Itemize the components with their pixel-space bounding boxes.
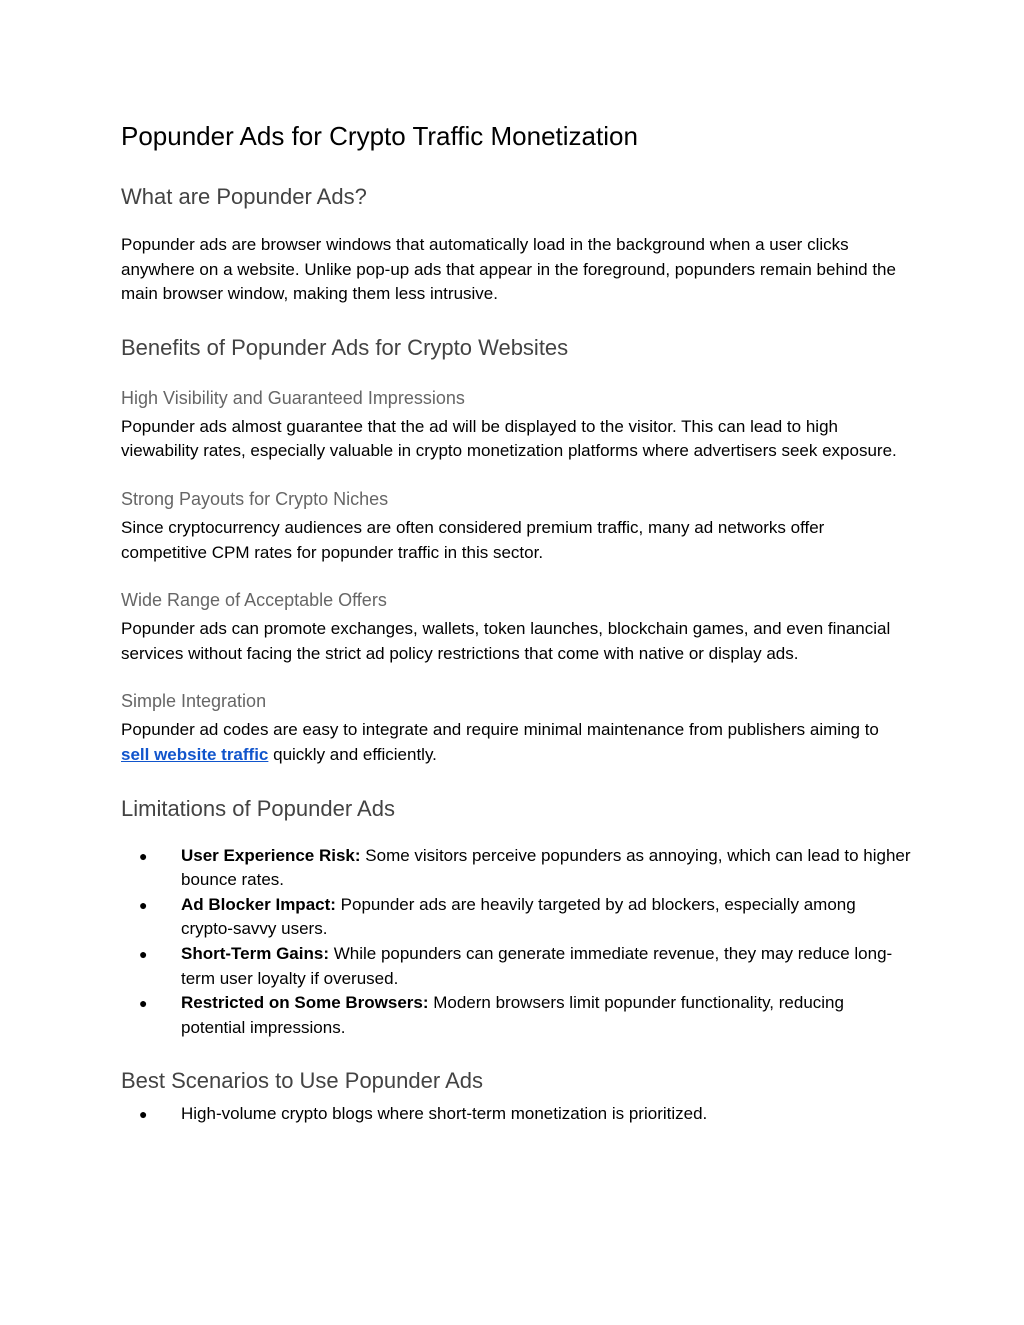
list-item-label: Ad Blocker Impact: xyxy=(181,894,336,914)
paragraph-integration-before: Popunder ad codes are easy to integrate and require minimal maintenance from publishers aiming to xyxy=(121,720,879,740)
list-item xyxy=(121,1102,911,1127)
bullet-icon: ● xyxy=(139,995,148,1012)
paragraph-payouts: Since cryptocurrency audiences are often considered premium traffic, many ad networks offer competitive CPM rates for popunder traffic in this sector. xyxy=(121,517,825,562)
paragraph-integration-after: quickly and efficiently. xyxy=(268,744,437,764)
paragraph-what: Popunder ads are browser windows that automatically load in the background when a user clicks anywhere on a website. Unlike pop-up ads that appear in the foreground, popunders remain behind the main browser window, making them less intrusive. xyxy=(121,235,896,304)
list-item-text: While popunders can generate immediate revenue, they may reduce long-term user loyalty if overused. xyxy=(181,943,893,988)
bullet-icon: ● xyxy=(139,847,148,864)
bullet-icon: ● xyxy=(139,1106,148,1123)
list-item-text: High-volume crypto blogs where short-term monetization is prioritized. xyxy=(181,1104,708,1124)
section-heading-benefits: Benefits of Popunder Ads for Crypto Websites xyxy=(121,334,569,360)
subheading-payouts: Strong Payouts for Crypto Niches xyxy=(121,488,389,509)
paragraph-offers: Popunder ads can promote exchanges, wallets, token launches, blockchain games, and even financial services without facing the strict ad policy restrictions that come with native or display ads. xyxy=(121,619,891,663)
subheading-visibility: High Visibility and Guaranteed Impressions xyxy=(121,387,465,408)
section-heading-limitations: Limitations of Popunder Ads xyxy=(121,795,395,821)
section-heading-scenarios: Best Scenarios to Use Popunder Ads xyxy=(121,1068,483,1094)
list-item-text: Popunder ads are heavily targeted by ad blockers, especially among crypto-savvy users. xyxy=(181,894,856,939)
list-item-text: Some visitors perceive popunders as annoying, which can lead to higher bounce rates. xyxy=(181,845,911,890)
list-item xyxy=(121,893,911,942)
subheading-offers: Wide Range of Acceptable Offers xyxy=(121,590,387,611)
list-item xyxy=(121,942,911,991)
limitations-list xyxy=(121,844,911,1041)
paragraph-integration xyxy=(121,718,911,767)
bullet-icon: ● xyxy=(139,945,148,962)
list-item-label: Short-Term Gains: xyxy=(181,943,329,963)
document-body xyxy=(121,118,911,1127)
sell-website-traffic-link[interactable]: sell website traffic xyxy=(121,744,269,764)
list-item-text: Modern browsers limit popunder functionality, reducing potential impressions. xyxy=(181,993,844,1037)
document-title: Popunder Ads for Crypto Traffic Monetization xyxy=(121,121,638,151)
scenarios-list xyxy=(121,1102,911,1127)
bullet-icon: ● xyxy=(139,896,148,913)
list-item-label: Restricted on Some Browsers: xyxy=(181,993,429,1013)
list-item xyxy=(121,991,911,1040)
subheading-integration: Simple Integration xyxy=(121,691,267,712)
list-item xyxy=(121,844,911,893)
paragraph-visibility: Popunder ads almost guarantee that the ad will be displayed to the visitor. This can lead to high viewability rates, especially valuable in crypto monetization platforms where advertisers seek exposure. xyxy=(121,416,897,461)
list-item-label: User Experience Risk: xyxy=(181,845,361,865)
section-heading-what: What are Popunder Ads? xyxy=(121,184,367,209)
